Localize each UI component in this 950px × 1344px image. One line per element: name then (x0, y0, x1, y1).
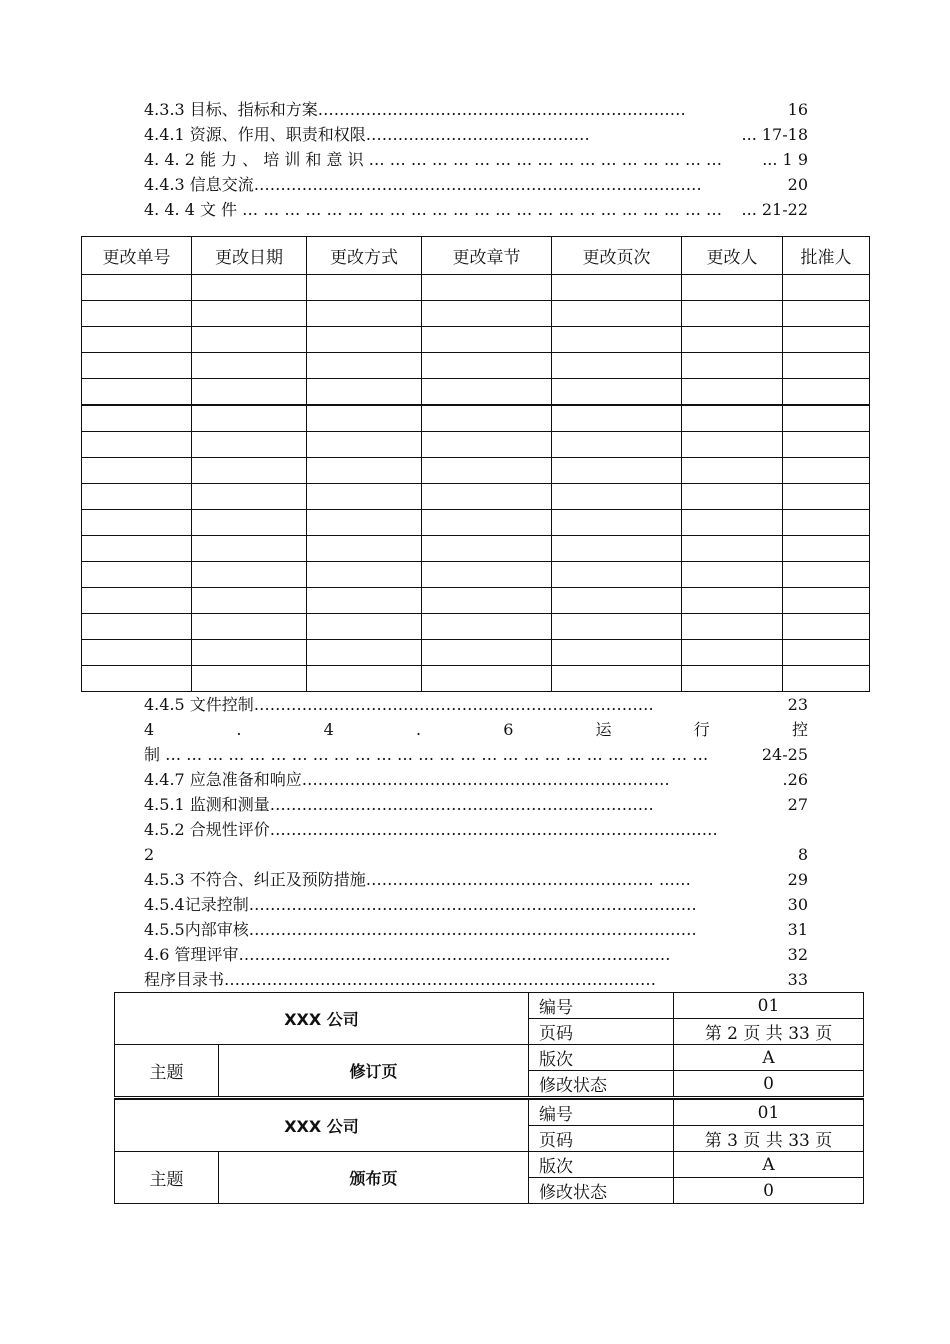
revision-cell (82, 614, 192, 640)
revision-cell (192, 614, 307, 640)
revision-cell (307, 379, 422, 406)
toc-part: 4 (323, 720, 334, 739)
subject-label: 主题 (115, 1152, 219, 1204)
subject-label: 主题 (115, 1045, 219, 1097)
revision-cell (192, 510, 307, 536)
toc-page: 29 (787, 870, 808, 889)
revision-cell (82, 588, 192, 614)
toc-label: 4.5.4记录控制………………………………………………………………………… (144, 895, 697, 914)
toc-page: 27 (787, 795, 808, 814)
revision-cell (783, 301, 870, 327)
revision-row (82, 640, 870, 666)
revision-cell (307, 458, 422, 484)
revision-cell (682, 432, 783, 458)
revision-cell (192, 327, 307, 353)
revision-row (82, 588, 870, 614)
toc-item (144, 793, 808, 817)
revision-cell (307, 301, 422, 327)
revision-cell (422, 588, 552, 614)
toc-item (144, 868, 808, 892)
revision-cell (192, 640, 307, 666)
toc-label: 4.5.3 不符合、纠正及预防措施……………………………………………… …… (144, 870, 691, 889)
revision-cell (552, 405, 682, 432)
toc-label: 2 (144, 845, 155, 864)
field-value: A (674, 1152, 864, 1178)
revision-cell (192, 484, 307, 510)
toc-item (144, 743, 808, 767)
document-header-block (114, 1098, 864, 1204)
revision-cell (307, 588, 422, 614)
revision-cell (682, 614, 783, 640)
revision-cell (422, 353, 552, 379)
revision-cell (422, 301, 552, 327)
revision-cell (552, 640, 682, 666)
revision-cell (307, 640, 422, 666)
toc-label: 4.6 管理评审……………………………………………………………………… (144, 945, 671, 964)
revision-cell (552, 484, 682, 510)
revision-cell (192, 301, 307, 327)
toc-item (144, 918, 808, 942)
toc-label: 制 … … … … … … … … … … … … … … … … … … … … … … … … … … (144, 745, 709, 764)
revision-cell (422, 458, 552, 484)
revision-cell (192, 588, 307, 614)
subject-title: 颁布页 (219, 1152, 529, 1204)
revision-cell (682, 379, 783, 406)
revision-cell (422, 405, 552, 432)
revision-cell (192, 275, 307, 301)
toc-label: 4. 4. 2 能 力 、 培 训 和 意 识 … … … … … … … … … … … … … … … … … (144, 150, 723, 169)
revision-cell (783, 614, 870, 640)
revision-cell (422, 562, 552, 588)
revision-cell (783, 640, 870, 666)
toc-label: 4.4.1 资源、作用、职责和权限…………………………………… (144, 125, 590, 144)
revision-row (82, 458, 870, 484)
revision-cell (422, 614, 552, 640)
revision-cell (552, 666, 682, 692)
column-header: 批准人 (783, 237, 870, 275)
revision-table (81, 236, 870, 692)
field-value: 0 (674, 1071, 864, 1097)
revision-cell (682, 588, 783, 614)
revision-cell (307, 484, 422, 510)
field-value: 第 3 页 共 33 页 (674, 1126, 864, 1152)
toc-part: 运 (595, 720, 612, 739)
revision-cell (682, 510, 783, 536)
revision-cell (783, 458, 870, 484)
revision-cell (783, 353, 870, 379)
field-label: 页码 (529, 1126, 674, 1152)
revision-cell (422, 379, 552, 406)
toc-page: 8 (797, 845, 808, 864)
toc-part: . (415, 720, 422, 739)
revision-header-row (82, 237, 870, 275)
field-value: 0 (674, 1178, 864, 1204)
toc-label: 4. 4. 4 文 件 … … … … … … … … … … … … … … … … … … … … … … … (144, 200, 723, 219)
revision-cell (552, 614, 682, 640)
toc-label: 4.5.5内部审核………………………………………………………………………… (144, 920, 697, 939)
revision-cell (192, 562, 307, 588)
subject-title: 修订页 (219, 1045, 529, 1097)
revision-cell (552, 432, 682, 458)
toc-item (144, 173, 808, 197)
toc-page: 33 (787, 970, 808, 989)
revision-row (82, 405, 870, 432)
toc-item (144, 818, 808, 842)
toc-part: . (236, 720, 242, 739)
toc-item (144, 768, 808, 792)
revision-row (82, 614, 870, 640)
revision-cell (682, 327, 783, 353)
revision-cell (307, 327, 422, 353)
revision-cell (82, 536, 192, 562)
toc-item (144, 693, 808, 717)
toc-page: ... 17-18 (741, 125, 808, 144)
revision-cell (552, 301, 682, 327)
revision-cell (422, 536, 552, 562)
toc-item (144, 123, 808, 147)
revision-cell (82, 327, 192, 353)
revision-row (82, 275, 870, 301)
revision-row (82, 379, 870, 406)
toc-item (144, 98, 808, 122)
toc-item (144, 943, 808, 967)
revision-cell (783, 536, 870, 562)
revision-cell (422, 432, 552, 458)
revision-cell (192, 379, 307, 406)
revision-row (82, 510, 870, 536)
field-label: 编号 (529, 993, 674, 1019)
field-label: 修改状态 (529, 1071, 674, 1097)
revision-cell (682, 353, 783, 379)
revision-cell (82, 275, 192, 301)
revision-cell (82, 301, 192, 327)
toc-page: 30 (787, 895, 808, 914)
revision-cell (82, 484, 192, 510)
revision-cell (682, 484, 783, 510)
revision-cell (192, 458, 307, 484)
column-header: 更改人 (682, 237, 783, 275)
revision-cell (307, 275, 422, 301)
field-value: 第 2 页 共 33 页 (674, 1019, 864, 1045)
revision-row (82, 536, 870, 562)
revision-cell (307, 614, 422, 640)
revision-cell (783, 432, 870, 458)
company-name: XXX 公司 (115, 1099, 529, 1152)
toc-page: 16 (787, 100, 808, 119)
toc-page: .26 (782, 770, 808, 789)
toc-item (144, 843, 808, 867)
field-label: 页码 (529, 1019, 674, 1045)
revision-cell (552, 588, 682, 614)
revision-row (82, 432, 870, 458)
toc-page: 31 (787, 920, 808, 939)
revision-cell (552, 353, 682, 379)
revision-cell (783, 484, 870, 510)
revision-cell (192, 353, 307, 379)
toc-label: 4.5.2 合规性评价………………………………………………………………………… (144, 820, 718, 839)
revision-cell (783, 510, 870, 536)
revision-cell (422, 484, 552, 510)
field-label: 版次 (529, 1045, 674, 1071)
revision-cell (307, 536, 422, 562)
toc-label: 4.4.5 文件控制………………………………………………………………… (144, 695, 654, 714)
field-label: 编号 (529, 1099, 674, 1126)
revision-cell (307, 666, 422, 692)
toc-item (144, 198, 808, 222)
revision-cell (552, 458, 682, 484)
revision-cell (783, 562, 870, 588)
revision-row (82, 666, 870, 692)
column-header: 更改日期 (192, 237, 307, 275)
revision-cell (682, 562, 783, 588)
toc-page: 23 (787, 695, 808, 714)
revision-cell (82, 458, 192, 484)
revision-cell (422, 275, 552, 301)
toc-page: 24-25 (761, 745, 808, 764)
revision-cell (783, 405, 870, 432)
revision-cell (307, 405, 422, 432)
revision-cell (783, 379, 870, 406)
revision-cell (682, 275, 783, 301)
revision-cell (552, 327, 682, 353)
revision-cell (682, 666, 783, 692)
column-header: 更改章节 (422, 237, 552, 275)
revision-cell (422, 666, 552, 692)
revision-cell (307, 562, 422, 588)
column-header: 更改方式 (307, 237, 422, 275)
revision-cell (192, 536, 307, 562)
toc-label: 程序目录书……………………………………………………………………… (144, 970, 657, 989)
revision-cell (783, 275, 870, 301)
toc-item (144, 148, 808, 172)
toc-label: 4.4.3 信息交流………………………………………………………………………… (144, 175, 702, 194)
field-label: 版次 (529, 1152, 674, 1178)
revision-row (82, 301, 870, 327)
revision-cell (682, 640, 783, 666)
revision-row (82, 327, 870, 353)
toc-item (144, 968, 808, 992)
revision-cell (552, 510, 682, 536)
field-value: A (674, 1045, 864, 1071)
revision-cell (82, 353, 192, 379)
revision-cell (82, 640, 192, 666)
revision-cell (783, 666, 870, 692)
revision-cell (192, 666, 307, 692)
toc-part: 4 (144, 720, 155, 739)
revision-cell (82, 562, 192, 588)
toc-part: 6 (503, 720, 514, 739)
revision-row (82, 484, 870, 510)
revision-row (82, 353, 870, 379)
revision-cell (783, 327, 870, 353)
revision-cell (307, 510, 422, 536)
toc-part: 行 (693, 720, 710, 739)
toc-item-spread (144, 718, 808, 742)
revision-cell (307, 432, 422, 458)
toc-part: 控 (791, 720, 808, 739)
revision-cell (307, 353, 422, 379)
document-header-block (114, 992, 864, 1097)
revision-cell (422, 510, 552, 536)
toc-page: 20 (787, 175, 808, 194)
revision-cell (422, 640, 552, 666)
toc-page: 32 (787, 945, 808, 964)
revision-cell (682, 536, 783, 562)
revision-cell (422, 327, 552, 353)
revision-cell (82, 666, 192, 692)
toc-label: 4.5.1 监测和测量……………………………………………………………… (144, 795, 654, 814)
revision-cell (192, 432, 307, 458)
toc-page: ... 21-22 (741, 200, 808, 219)
company-name: XXX 公司 (115, 993, 529, 1045)
revision-cell (783, 588, 870, 614)
field-value: 01 (674, 1099, 864, 1126)
column-header: 更改单号 (82, 237, 192, 275)
revision-cell (82, 405, 192, 432)
revision-cell (552, 379, 682, 406)
toc-label: 4.3.3 目标、指标和方案…………………………………………………………… (144, 100, 686, 119)
revision-cell (552, 562, 682, 588)
revision-cell (82, 379, 192, 406)
toc-page: ... 1 9 (762, 150, 808, 169)
revision-cell (682, 405, 783, 432)
revision-cell (192, 405, 307, 432)
revision-row (82, 562, 870, 588)
revision-cell (552, 275, 682, 301)
revision-cell (552, 536, 682, 562)
revision-cell (82, 510, 192, 536)
revision-cell (682, 458, 783, 484)
toc-label: 4.4.7 应急准备和响应…………………………………………………………… (144, 770, 670, 789)
field-value: 01 (674, 993, 864, 1019)
field-label: 修改状态 (529, 1178, 674, 1204)
toc-item (144, 893, 808, 917)
revision-cell (682, 301, 783, 327)
column-header: 更改页次 (552, 237, 682, 275)
revision-cell (82, 432, 192, 458)
